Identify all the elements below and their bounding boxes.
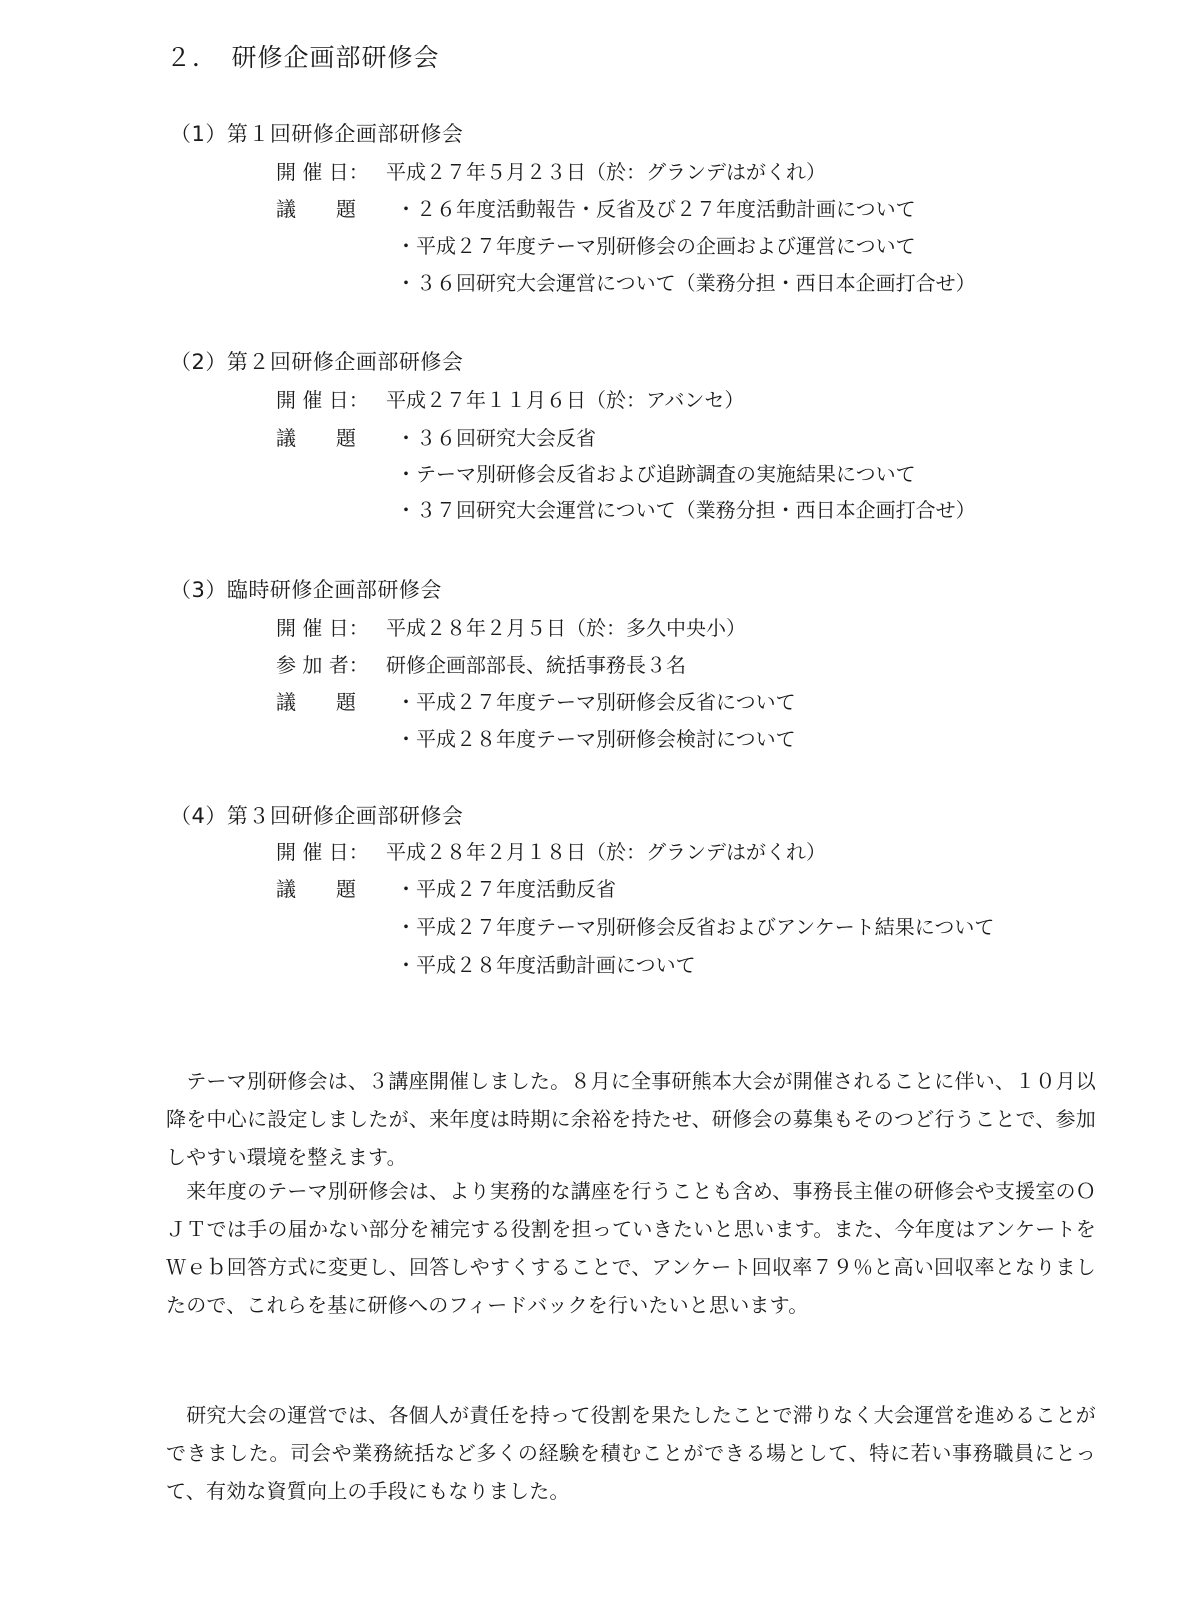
body-paragraph-3: 研究大会の運営では、各個人が責任を持って役割を果たしたことで滞りなく大会運営を進めることができました。司会や業務統括など多くの経験を積むことができる場として、特に若い事務職員にとって、有効な資質向上の手段にもなりました。 [166,1403,1096,1503]
section-4-date-value: 平成２８年２月１８日（於：グランデはがくれ） [386,840,826,864]
section-3-date-value: 平成２８年２月５日（於：多久中央小） [386,616,746,640]
section-1-date-label: 開 催 日： [276,160,369,184]
section-1-agenda-item: ・平成２７年度テーマ別研修会の企画および運営について [396,234,916,258]
section-4-heading: （4）第３回研修企画部研修会 [170,804,464,828]
section-3-attendees-label: 参 加 者： [276,653,369,677]
section-2-agenda-label: 議 題 [276,426,356,450]
body-paragraph-1: テーマ別研修会は、３講座開催しました。８月に全事研熊本大会が開催されることに伴い、１０月以降を中心に設定しましたが、来年度は時期に余裕を持たせ、研修会の募集もそのつど行うことで、参加しやすい環境を整えます。 [166,1069,1096,1169]
page-title: ２． 研修企画部研修会 [166,43,440,72]
section-2-agenda-item: ・３６回研究大会反省 [396,426,596,450]
section-2-date-label: 開 催 日： [276,388,369,412]
section-4-date-label: 開 催 日： [276,840,369,864]
section-2-heading: （2）第２回研修企画部研修会 [170,350,464,374]
section-2-date-value: 平成２７年１１月６日（於：アバンセ） [386,388,745,412]
section-3-agenda-item: ・平成２８年度テーマ別研修会検討について [396,727,796,751]
section-1-agenda-item: ・２６年度活動報告・反省及び２７年度活動計画について [396,197,916,221]
section-4-agenda-item: ・平成２７年度活動反省 [396,877,616,901]
section-3-attendees-value: 研修企画部部長、統括事務長３名 [386,653,686,677]
section-3-agenda-item: ・平成２７年度テーマ別研修会反省について [396,690,796,714]
section-1-heading: （1）第１回研修企画部研修会 [170,122,464,146]
section-2-agenda-item: ・テーマ別研修会反省および追跡調査の実施結果について [396,462,916,486]
section-3-heading: （3）臨時研修企画部研修会 [170,578,442,602]
section-2-agenda-item: ・３７回研究大会運営について（業務分担・西日本企画打合せ） [396,498,976,522]
section-3-agenda-label: 議 題 [276,690,356,714]
section-4-agenda-item: ・平成２７年度テーマ別研修会反省およびアンケート結果について [396,915,995,939]
section-4-agenda-item: ・平成２８年度活動計画について [396,953,696,977]
body-paragraph-2: 来年度のテーマ別研修会は、より実務的な講座を行うことも含め、事務長主催の研修会や支援室のＯＪＴでは手の届かない部分を補完する役割を担っていきたいと思います。また、今年度はアンケートをＷｅｂ回答方式に変更し、回答しやすくすることで、アンケート回収率７９％と高い回収率となりましたので、これらを基に研修へのフィードバックを行いたいと思います。 [166,1179,1096,1317]
section-4-agenda-label: 議 題 [276,877,356,901]
section-1-agenda-label: 議 題 [276,197,356,221]
section-1-agenda-item: ・３６回研究大会運営について（業務分担・西日本企画打合せ） [396,271,976,295]
section-1-date-value: 平成２７年５月２３日（於：グランデはがくれ） [386,160,826,184]
section-3-date-label: 開 催 日： [276,616,369,640]
